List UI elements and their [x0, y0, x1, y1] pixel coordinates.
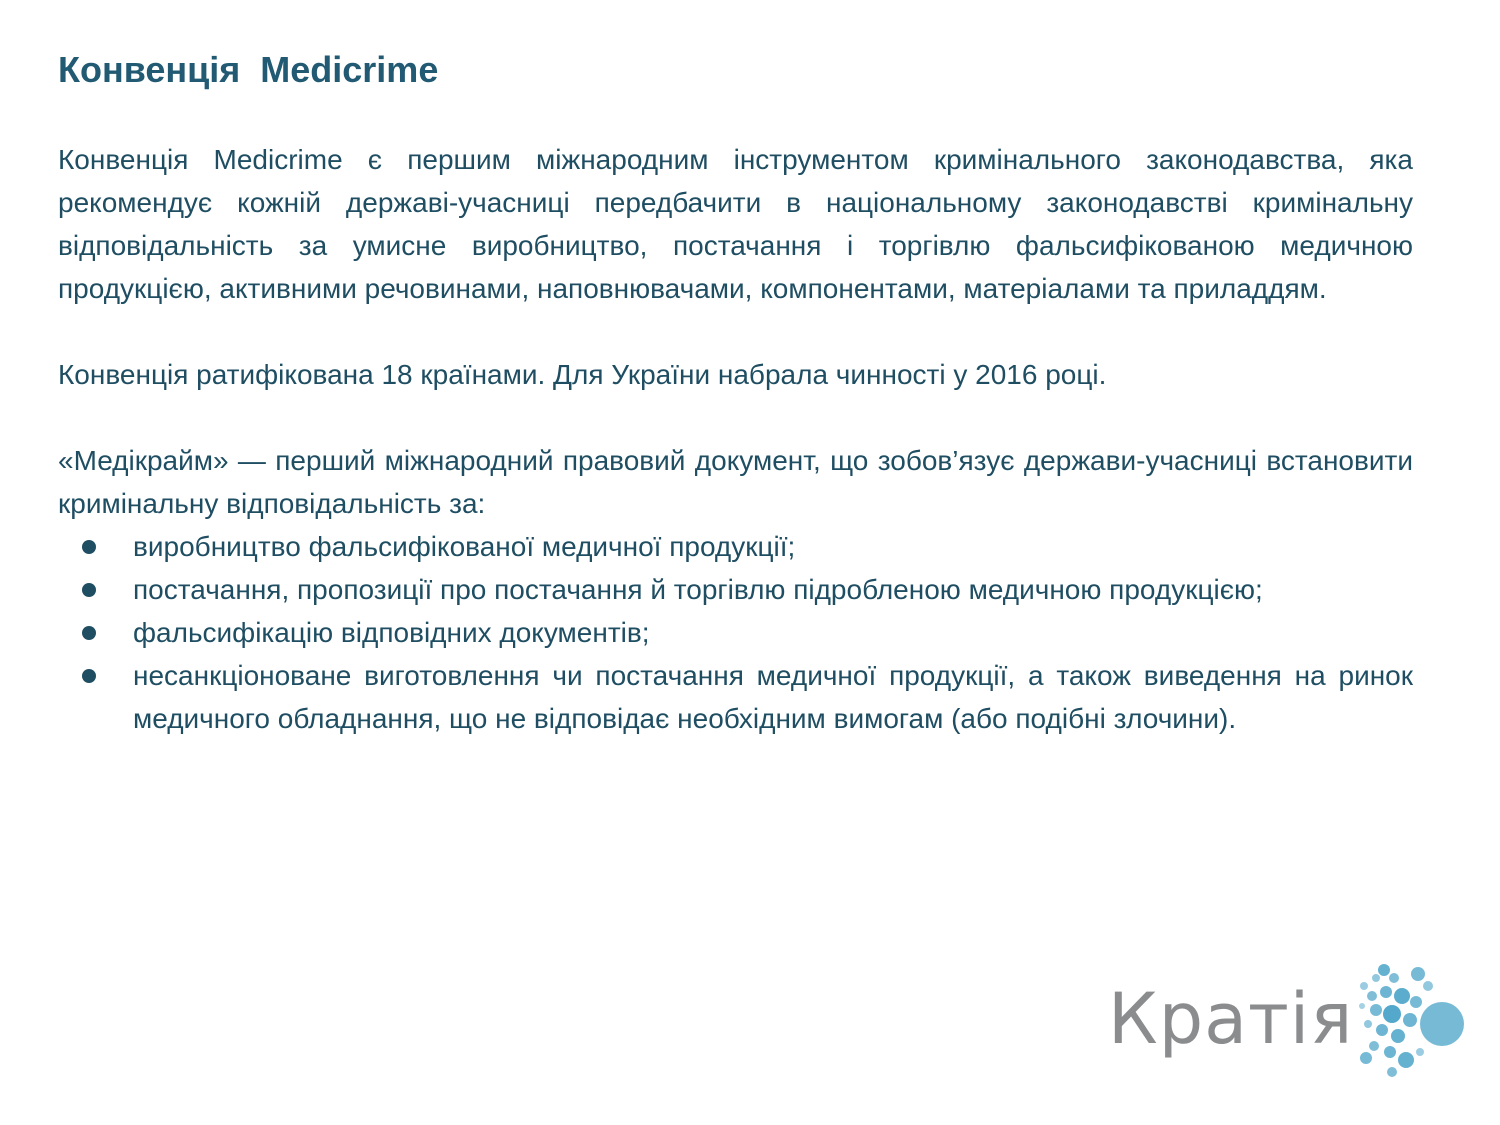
kratiya-logo — [1108, 962, 1468, 1082]
list-item-text: несанкціоноване виготовлення чи постачання медичної продукції, а також виведення на ринок медичного обладнання, що не відповідає необхідним вимогам (або подібні злочини). — [133, 660, 1413, 734]
list-intro-paragraph: «Медікрайм» — перший міжнародний правовий документ, що зобов’язує держави-учасниці встановити кримінальну відповідальність за: — [58, 445, 1413, 519]
intro-paragraph: Конвенція Medicrime є першим міжнародним інструментом кримінального законодавства, яка рекомендує кожній державі-учасниці передбачити в національному законодавстві кримінальну відповідальність за умисне виробництво, постачання і торгівлю фальсифікованою медичною продукцією, активними речовинами, наповнювачами, компонентами, матеріалами та приладдям. — [58, 144, 1413, 304]
ratification-paragraph: Конвенція ратифікована 18 країнами. Для України набрала чинності у 2016 році. — [58, 359, 1107, 390]
list-item — [58, 525, 1413, 568]
liability-list — [58, 525, 1413, 740]
bullet-icon — [82, 540, 96, 554]
slide-title: Конвенція Medicrime — [58, 49, 439, 90]
bullet-icon — [82, 626, 96, 640]
kratiya-dots-logo-icon — [1354, 962, 1468, 1082]
bullet-icon — [82, 583, 96, 597]
bullet-icon — [82, 669, 96, 683]
list-item-text: постачання, пропозиції про постачання й торгівлю підробленою медичною продукцією; — [133, 574, 1263, 605]
logo-text: Кратія — [1108, 978, 1354, 1060]
slide-content — [58, 138, 1413, 740]
list-item-text: виробництво фальсифікованої медичної продукції; — [133, 531, 796, 562]
list-item — [58, 568, 1413, 611]
list-item — [58, 611, 1413, 654]
list-item — [58, 654, 1413, 740]
list-item-text: фальсифікацію відповідних документів; — [133, 617, 650, 648]
